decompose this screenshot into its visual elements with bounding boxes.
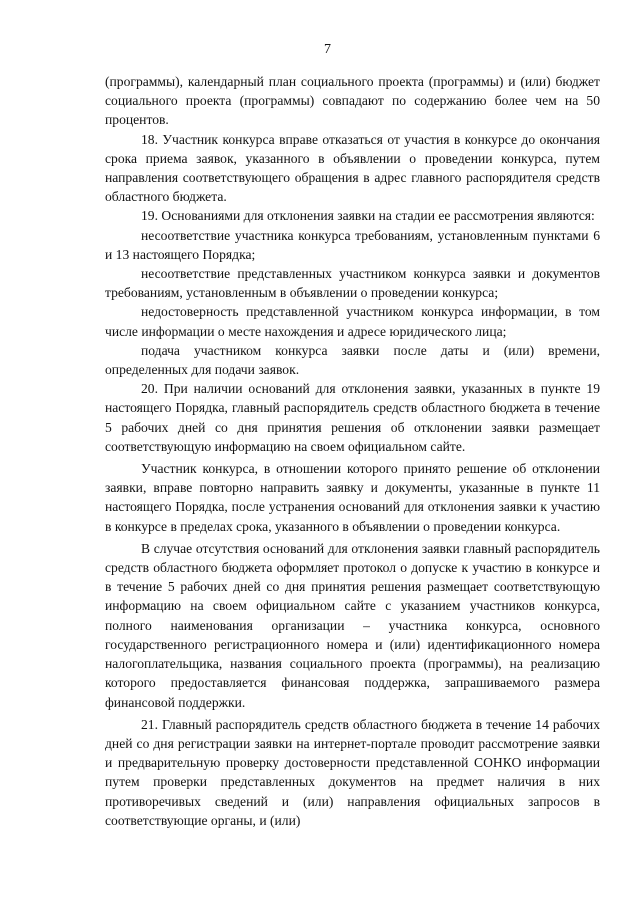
paragraph: несоответствие участника конкурса требованиям, установленным пунктами 6 и 13 настоящего Порядка; — [105, 227, 600, 262]
paragraph: недостоверность представленной участником конкурса информации, в том числе информации о месте нахождения и адресе юридического лица; — [105, 304, 600, 339]
paragraph: В случае отсутствия оснований для отклонения заявки главный распорядитель средств областного бюджета оформляет протокол о допуске к участию в конкурсе и в течение 5 рабочих дней со дня принятия решения размещает соответствующую информацию на своем официальном сайте с указанием участников конкурса, полного наименования организации – участника конкурса, основного государственного регистрационного номера и (или) идентификационного номера налогоплательщика, названия социального проекта (программы), на реализацию которого предоставляется финансовая поддержка, запрашиваемого размера финансовой поддержки. — [105, 540, 600, 710]
paragraph: (программы), календарный план социального проекта (программы) и (или) бюджет социального проекта (программы) совпадают по содержанию более чем на 50 процентов. — [105, 74, 600, 128]
paragraph: подача участником конкурса заявки после даты и (или) времени, определенных для подачи заявок. — [105, 342, 600, 378]
page-number: 7 — [324, 42, 331, 57]
paragraph: 18. Участник конкурса вправе отказаться от участия в конкурсе до окончания срока приема заявок, указанного в объявлении о проведении конкурса, путем направления соответствующего обращения в адрес главного распорядителя средств областного бюджета. — [105, 131, 600, 205]
paragraph: 21. Главный распорядитель средств областного бюджета в течение 14 рабочих дней со дня регистрации заявки на интернет-портале проводит рассмотрение заявки и предварительную проверку достоверности представленной СОНКО информации путем проверки представленных документов на предмет наличия в них противоречивых сведений и (или) направления официальных запросов в соответствующие органы, и (или) — [105, 716, 600, 828]
paragraph: Участник конкурса, в отношении которого принято решение об отклонении заявки, вправе повторно направить заявку и документы, указанные в пункте 11 настоящего Порядка, после устранения оснований для отклонения заявки к участию в конкурсе в пределах срока, указанного в объявлении о проведении конкурса. — [105, 461, 600, 534]
document-body — [105, 72, 600, 830]
paragraph: 19. Основаниями для отклонения заявки на стадии ее рассмотрения являются: — [141, 208, 595, 224]
paragraph: несоответствие представленных участником конкурса заявки и документов требованиям, установленным в объявлении о проведении конкурса; — [105, 266, 600, 301]
paragraph: 20. При наличии оснований для отклонения заявки, указанных в пункте 19 настоящего Порядка, главный распорядитель средств областного бюджета в течение 5 рабочих дней со дня принятия решения об отклонении заявки размещает соответствующую информацию на своем официальном сайте. — [105, 381, 600, 454]
